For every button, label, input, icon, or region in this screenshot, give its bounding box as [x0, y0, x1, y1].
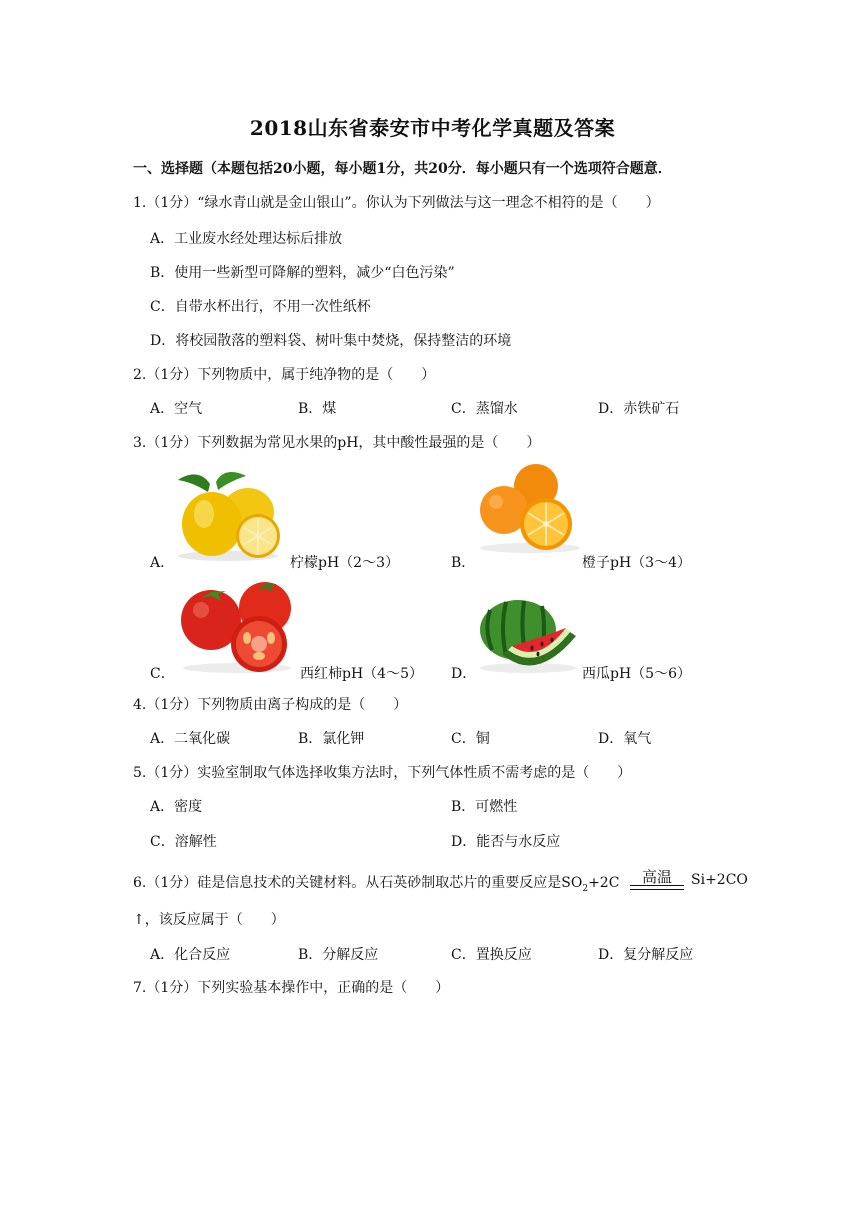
section-heading: 一、选择题（本题包括20小题，每小题1分，共20分．每小题只有一个选项符合题意．: [133, 161, 672, 177]
equals-line-bottom: [630, 889, 684, 890]
q6-option-c: C．置换反应: [451, 947, 532, 963]
q3-option-c-letter: C．: [150, 666, 175, 682]
q6-option-a: A．化合反应: [150, 947, 231, 963]
equals-line-top: [630, 885, 684, 886]
watermelon-image: [476, 598, 580, 674]
orange-image: [474, 462, 584, 554]
q4-option-c: C．铜: [451, 731, 490, 747]
q5-option-c: C．溶解性: [150, 834, 217, 850]
q1-option-b: B．使用一些新型可降解的塑料，减少“白色污染”: [150, 265, 455, 281]
q3-option-c-text: 西红柿pH（4～5）: [300, 666, 423, 682]
q2-option-a: A．空气: [150, 401, 203, 417]
q6-product: Si+2CO: [691, 872, 748, 888]
q7-stem: 7.（1分）下列实验基本操作中，正确的是（ ）: [133, 980, 450, 996]
q4-option-a: A．二氧化碳: [150, 731, 231, 747]
q5-option-d: D．能否与水反应: [451, 834, 561, 850]
q2-stem: 2.（1分）下列物质中，属于纯净物的是（ ）: [133, 367, 436, 383]
q6-stem-part1: 6.（1分）硅是信息技术的关键材料。从石英砂制取芯片的重要反应是$SO_2+2C$: [133, 875, 620, 894]
q3-stem: 3.（1分）下列数据为常见水果的pH，其中酸性最强的是（ ）: [133, 435, 541, 451]
q6-stem-part2: ↑，该反应属于（ ）: [133, 912, 285, 928]
q4-option-b: B．氯化钾: [298, 731, 365, 747]
q5-option-b: B．可燃性: [451, 799, 518, 815]
q1-stem: 1.（1分）“绿水青山就是金山银山”。你认为下列做法与这一理念不相符的是（ ）: [133, 195, 660, 211]
q5-stem: 5.（1分）实验室制取气体选择收集方法时，下列气体性质不需考虑的是（ ）: [133, 765, 632, 781]
q4-option-d: D．氧气: [598, 731, 652, 747]
q1-option-d: D．将校园散落的塑料袋、树叶集中焚烧，保持整洁的环境: [150, 333, 512, 349]
lemon-image: [172, 470, 284, 562]
tomato-image: [177, 578, 297, 674]
q6-option-d: D．复分解反应: [598, 947, 694, 963]
q3-option-d-text: 西瓜pH（5～6）: [582, 666, 691, 682]
q3-option-b-text: 橙子pH（3～4）: [582, 555, 691, 571]
q1-option-c: C．自带水杯出行，不用一次性纸杯: [150, 299, 371, 315]
q1-option-a: A．工业废水经处理达标后排放: [150, 231, 343, 247]
q5-option-a: A．密度: [150, 799, 203, 815]
reaction-condition: [626, 866, 688, 896]
q2-option-b: B．煤: [298, 401, 337, 417]
q4-stem: 4.（1分）下列物质由离子构成的是（ ）: [133, 697, 408, 713]
q2-option-d: D．赤铁矿石: [598, 401, 680, 417]
q2-option-c: C．蒸馏水: [451, 401, 518, 417]
reaction-condition-label: 高温: [641, 868, 672, 886]
q3-option-a-text: 柠檬pH（2～3）: [290, 555, 399, 571]
q3-option-b-letter: B．: [451, 555, 476, 571]
q3-option-d-letter: D．: [451, 666, 477, 682]
q3-option-a-letter: A．: [150, 555, 175, 571]
q6-option-b: B．分解反应: [298, 947, 379, 963]
page-title: 2018山东省泰安市中考化学真题及答案: [249, 116, 616, 140]
